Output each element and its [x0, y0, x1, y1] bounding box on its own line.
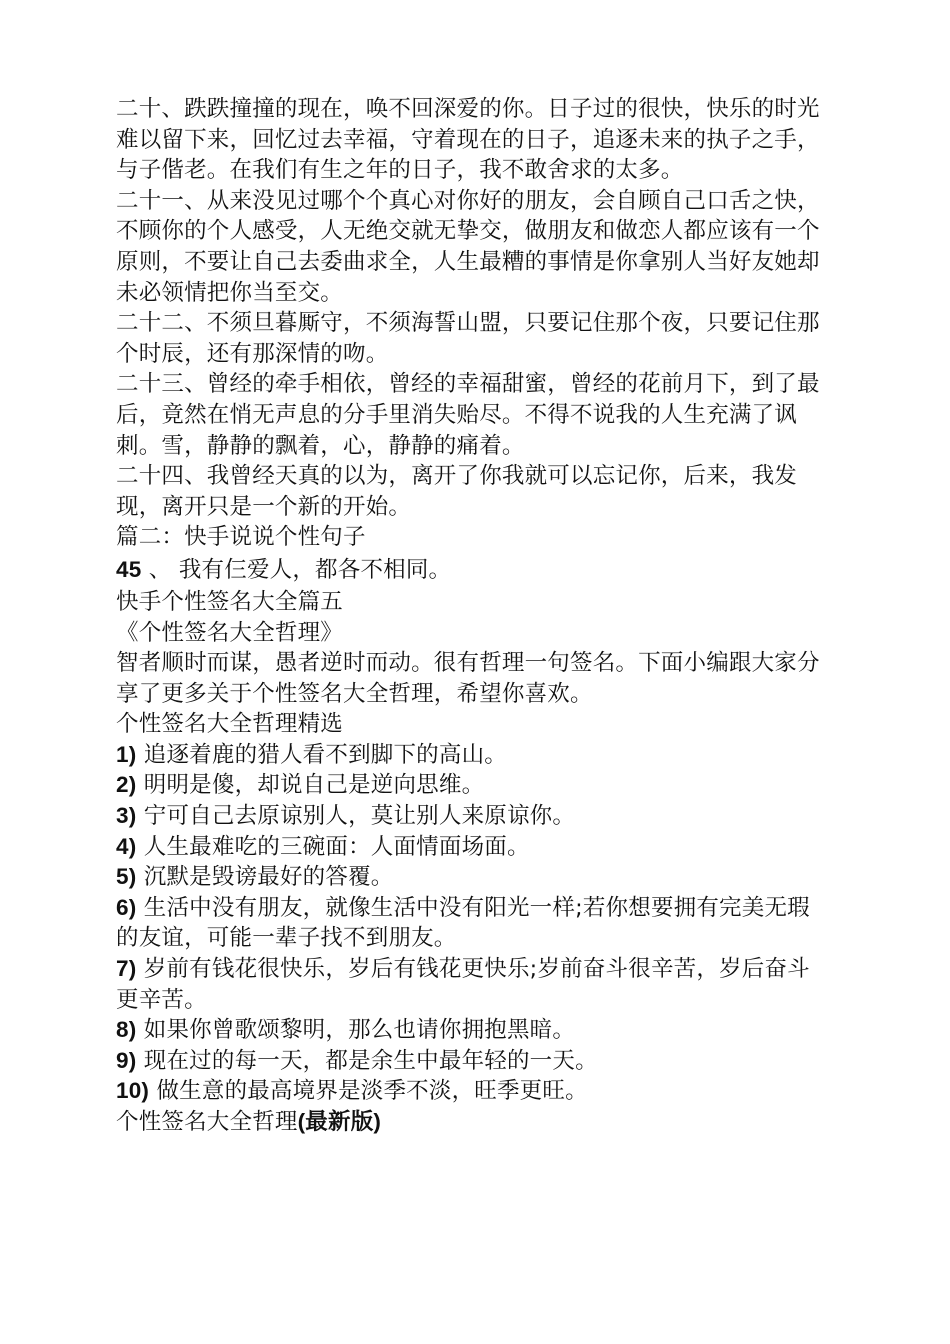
- item-text: 人生最难吃的三碗面：人面情面场面。: [143, 833, 530, 860]
- list-item: [116, 1015, 832, 1046]
- list-item: [116, 893, 832, 954]
- item-number: 1): [116, 741, 137, 767]
- title-text: 《个性签名大全哲理》: [116, 619, 344, 646]
- item-text: 追逐着鹿的猎人看不到脚下的高山。: [143, 741, 507, 768]
- paragraph-20: [116, 94, 832, 186]
- item-number: 6): [116, 894, 137, 920]
- heading-text: 篇二：快手说说个性句子: [116, 524, 366, 551]
- paragraph-24: [116, 461, 832, 522]
- item-number: 2): [116, 772, 137, 798]
- item-number: 9): [116, 1047, 137, 1073]
- paragraph-text: 二十、跌跌撞撞的现在，唤不回深爱的你。日子过的很快，快乐的时光难以留下来，回忆过去幸福，守着现在的日子，追逐未来的执子之手，与子偕老。在我们有生之年的日子，我不敢舍求的太多。: [116, 96, 820, 184]
- item-text: 做生意的最高境界是淡季不淡，旺季更旺。: [156, 1078, 588, 1105]
- item-text: 明明是傻，却说自己是逆向思维。: [143, 772, 485, 799]
- item-number: 8): [116, 1017, 137, 1043]
- document-page: [116, 94, 832, 1138]
- list-item: [116, 1076, 832, 1107]
- article-title: [116, 618, 832, 649]
- paragraph-22: [116, 308, 832, 369]
- list-item: [116, 1046, 832, 1077]
- list-item: [116, 801, 832, 832]
- paragraph-text: 智者顺时而谋，愚者逆时而动。很有哲理一句签名。下面小编跟大家分享了更多关于个性签名大全哲理，希望你喜欢。: [116, 650, 820, 707]
- paragraph-21: [116, 186, 832, 308]
- item-text: 岁前有钱花很快乐，岁后有钱花更快乐;岁前奋斗很辛苦，岁后奋斗更辛苦。: [116, 956, 810, 1013]
- heading-text: 快手个性签名大全篇五: [116, 588, 344, 615]
- paragraph-23: [116, 369, 832, 461]
- line-number: 45: [116, 556, 142, 582]
- item-number: 4): [116, 833, 137, 859]
- item-text: 沉默是毁谤最好的答覆。: [143, 864, 394, 891]
- closing-heading: [116, 1107, 832, 1138]
- heading-suffix: (最新版): [297, 1109, 382, 1134]
- list-heading: [116, 709, 832, 740]
- paragraph-text: 二十二、不须旦暮厮守，不须海誓山盟，只要记住那个夜，只要记住那个时辰，还有那深情的吻。: [116, 310, 820, 367]
- heading-text: 个性签名大全哲理精选: [116, 711, 344, 738]
- item-text: 现在过的每一天，都是余生中最年轻的一天。: [143, 1047, 598, 1074]
- list-item: [116, 954, 832, 1015]
- line-text: 、 我有仨爱人，都各不相同。: [148, 556, 452, 583]
- item-text: 如果你曾歌颂黎明，那么也请你拥抱黑暗。: [143, 1017, 576, 1044]
- subsection-heading: [116, 587, 832, 618]
- item-number: 7): [116, 956, 137, 982]
- heading-text: 个性签名大全哲理: [116, 1109, 298, 1135]
- item-number: 3): [116, 803, 137, 829]
- numbered-line-45: [116, 553, 832, 587]
- item-text: 生活中没有朋友，就像生活中没有阳光一样;若你想要拥有完美无瑕的友谊，可能一辈子找不到朋友。: [116, 894, 810, 952]
- intro-paragraph: [116, 648, 832, 709]
- paragraph-text: 二十四、我曾经天真的以为，离开了你我就可以忘记你，后来，我发现，离开只是一个新的开始。: [116, 463, 798, 520]
- item-text: 宁可自己去原谅别人，莫让别人来原谅你。: [143, 803, 576, 830]
- list-item: [116, 832, 832, 863]
- section-heading: [116, 522, 832, 553]
- item-number: 5): [116, 864, 137, 890]
- list-item: [116, 770, 832, 801]
- paragraph-text: 二十三、曾经的牵手相依，曾经的幸福甜蜜，曾经的花前月下，到了最后，竟然在悄无声息的分手里消失贻尽。不得不说我的人生充满了讽刺。雪，静静的飘着，心，静静的痛着。: [116, 371, 820, 459]
- list-item: [116, 740, 832, 771]
- item-number: 10): [116, 1078, 150, 1104]
- paragraph-text: 二十一、从来没见过哪个个真心对你好的朋友，会自顾自己口舌之快，不顾你的个人感受，人无绝交就无挚交，做朋友和做恋人都应该有一个原则，不要让自己去委曲求全，人生最糟的事情是你拿别人当好友她却未必领情把你当至交。: [116, 187, 820, 306]
- list-item: [116, 862, 832, 893]
